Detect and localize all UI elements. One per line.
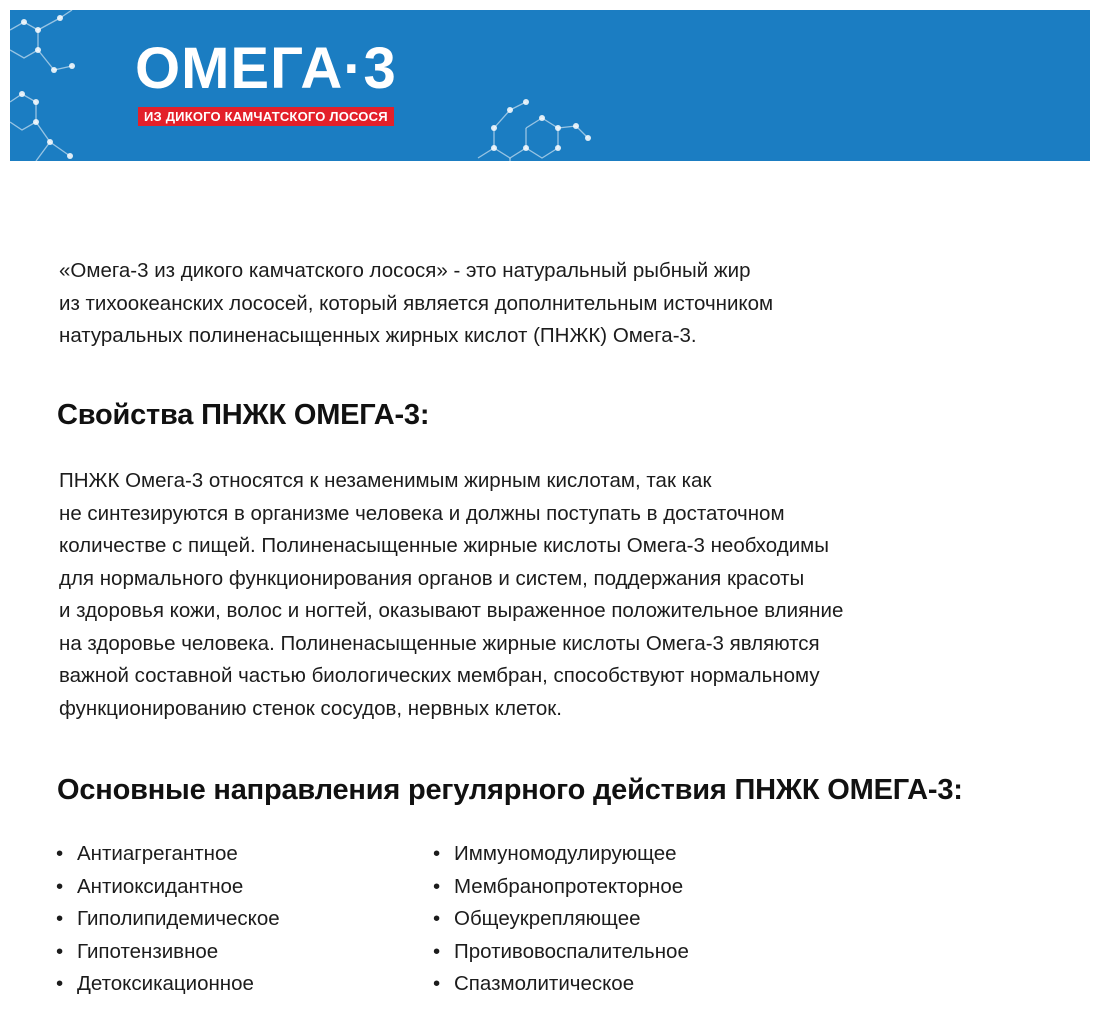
effect-item [56, 968, 280, 1001]
effect-item [56, 903, 280, 936]
brand-banner [10, 10, 1090, 161]
bullet-icon: • [56, 874, 64, 898]
bullet-icon: • [56, 842, 64, 865]
properties-line: функционированию стенок сосудов, нервных клеток. [59, 696, 562, 720]
properties-line: и здоровья кожи, волос и ногтей, оказывают выраженное положительное влияние [59, 599, 844, 622]
intro-line: натуральных полиненасыщенных жирных кислот (ПНЖК) Омега-3. [59, 324, 697, 347]
effect-label: Гипотензивное [77, 939, 219, 963]
effect-item [433, 871, 689, 904]
effect-label: Спазмолитическое [454, 972, 635, 995]
effects-list-left [56, 838, 280, 1001]
properties-line: ПНЖК Омега-3 относятся к незаменимым жирным кислотам, так как [59, 469, 712, 492]
properties-line: на здоровье человека. Полиненасыщенные жирные кислоты Омега-3 являются [59, 631, 820, 655]
bullet-icon: • [433, 842, 441, 865]
effect-item [56, 936, 280, 969]
effect-item [433, 838, 689, 871]
effect-label: Антиоксидантное [77, 874, 244, 898]
bullet-icon: • [433, 939, 441, 963]
bullet-icon: • [433, 972, 441, 995]
bullet-icon: • [433, 907, 441, 930]
bullet-icon: • [56, 939, 64, 963]
effects-heading: Основные направления регулярного действия ПНЖК ОМЕГА-3: [57, 774, 963, 806]
effect-label: Антиагрегантное [77, 842, 238, 865]
effect-label: Противовоспалительное [454, 939, 689, 963]
effect-label: Гиполипидемическое [77, 907, 280, 930]
properties-line: количестве с пищей. Полиненасыщенные жирные кислоты Омега-3 необходимы [59, 534, 829, 557]
properties-line: не синтезируются в организме человека и должны поступать в достаточном [59, 501, 785, 525]
intro-paragraph [59, 255, 1059, 353]
effect-label: Детоксикационное [77, 972, 254, 995]
effect-item [433, 936, 689, 969]
properties-line: важной составной частью биологических мембран, способствуют нормальному [59, 664, 820, 687]
effects-list-right [433, 838, 689, 1001]
bullet-icon: • [56, 907, 64, 930]
effect-item [56, 838, 280, 871]
effect-item [56, 871, 280, 904]
properties-heading: Свойства ПНЖК ОМЕГА-3: [57, 399, 430, 431]
effect-label: Мембранопротекторное [454, 874, 684, 898]
effect-label: Общеукрепляющее [454, 907, 641, 930]
bullet-icon: • [433, 874, 441, 898]
brand-subtitle-tag: ИЗ ДИКОГО КАМЧАТСКОГО ЛОСОСЯ [138, 107, 394, 126]
intro-line: из тихоокеанских лососей, который является дополнительным источником [59, 291, 774, 315]
effect-label: Иммуномодулирующее [454, 842, 677, 865]
effect-item [433, 903, 689, 936]
properties-line: для нормального функционирования органов и систем, поддержания красоты [59, 566, 805, 590]
effect-item [433, 968, 689, 1001]
intro-line: «Омега-3 из дикого камчатского лосося» - это натуральный рыбный жир [59, 259, 751, 282]
properties-paragraph [59, 465, 1079, 725]
brand-title: ОМЕГА·3 [135, 36, 397, 101]
bullet-icon: • [56, 972, 64, 995]
